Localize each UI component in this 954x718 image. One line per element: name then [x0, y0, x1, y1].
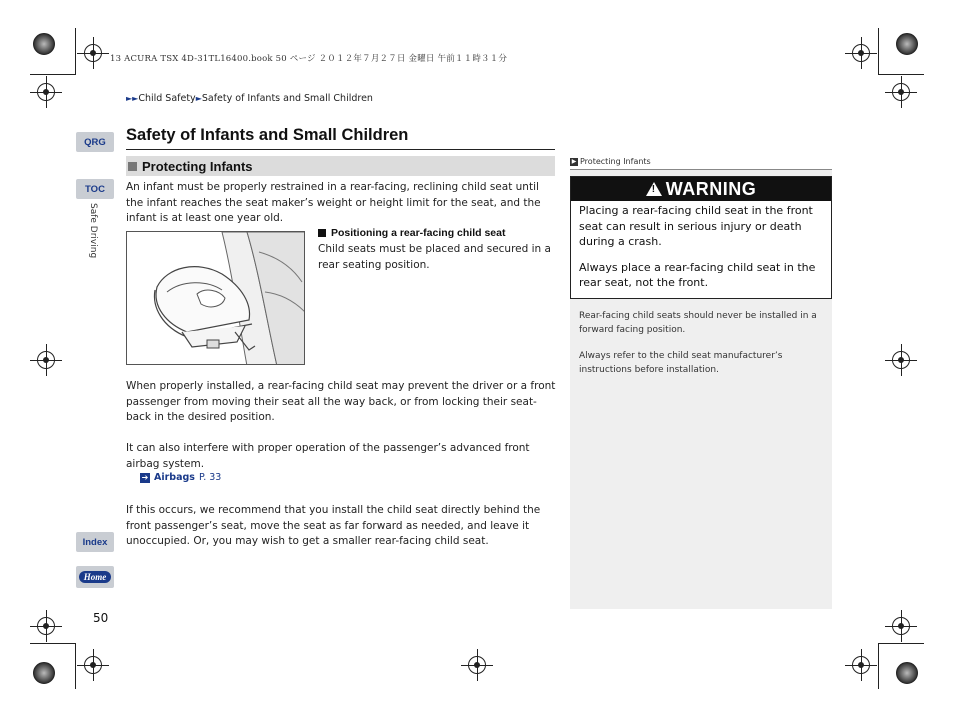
registration-disc-top-right	[896, 33, 918, 55]
registration-mark-top-left-2	[37, 83, 55, 101]
warning-paragraph-1: Placing a rear-facing child seat in the front seat can result in serious injury or death during a crash.	[579, 204, 813, 248]
registration-disc-bottom-left	[33, 662, 55, 684]
registration-mark-bottom-right	[892, 617, 910, 635]
crop-line	[30, 643, 76, 644]
page-number: 50	[93, 611, 109, 625]
warning-paragraph-2: Always place a rear-facing child seat in the rear seat, not the front.	[579, 260, 816, 289]
registration-disc-bottom-right	[896, 662, 918, 684]
positioning-heading-text: Positioning a rear-facing child seat	[331, 227, 506, 239]
crop-line	[30, 74, 76, 75]
title-rule	[126, 149, 555, 150]
toc-tab[interactable]: TOC	[76, 179, 114, 199]
registration-mark-top-right	[852, 44, 870, 62]
airbags-link-label: Airbags	[154, 472, 195, 483]
warning-header	[571, 177, 831, 201]
paragraph-seat-movement: When properly installed, a rear-facing child seat may prevent the driver or a front passenger from moving their seat all the way back, or from locking their seat-back in the desired position.	[126, 380, 556, 423]
section-heading	[126, 156, 555, 176]
crop-line	[878, 28, 879, 74]
crop-line	[75, 643, 76, 689]
breadcrumb-current: Safety of Infants and Small Children	[201, 93, 373, 104]
index-tab[interactable]: Index	[76, 532, 114, 552]
paragraph-airbag-interference: It can also interfere with proper operation of the passenger’s advanced front airbag system.	[126, 442, 530, 470]
breadcrumb	[126, 93, 373, 104]
registration-mark-mid-left	[37, 351, 55, 369]
registration-mark-bottom-left-2	[84, 656, 102, 674]
warning-title: WARNING	[665, 178, 757, 199]
section-title: Protecting Infants	[142, 158, 253, 174]
breadcrumb-arrows: ►►	[126, 94, 139, 103]
side-reference-label: Protecting Infants	[580, 157, 651, 166]
registration-mark-top-left	[84, 44, 102, 62]
registration-mark-bottom-left	[37, 617, 55, 635]
subheading-marker	[318, 229, 326, 237]
child-seat-illustration	[126, 231, 305, 365]
intro-paragraph: An infant must be properly restrained in a rear-facing, reclining child seat until the infant reaches the seat maker’s weight or height limit for the seat, and the infant is at least one year old.	[126, 181, 541, 224]
warning-box	[570, 176, 832, 299]
crop-line	[878, 643, 924, 644]
section-marker	[128, 162, 137, 171]
paragraph-recommendation: If this occurs, we recommend that you install the child seat directly behind the front passenger’s seat, move the seat as far forward as needed, and leave it unoccupied. Or, you may wish to get a smaller rear-facing child seat.	[126, 504, 541, 547]
reference-arrow-icon: ▶	[571, 158, 577, 165]
positioning-text: Child seats must be placed and secured in a rear seating position.	[318, 243, 551, 271]
home-label: Home	[79, 571, 112, 583]
qrg-tab[interactable]: QRG	[76, 132, 114, 152]
print-header: 13 ACURA TSX 4D-31TL16400.book 50 ページ ２０１２年７月２７日 金曜日 午前１１時３１分	[110, 54, 508, 64]
chapter-label: Safe Driving	[88, 203, 98, 259]
crop-line	[878, 643, 879, 689]
link-arrow-icon: ➔	[141, 473, 149, 482]
side-note-manufacturer: Always refer to the child seat manufacturer’s instructions before installation.	[579, 351, 783, 375]
home-tab[interactable]	[76, 566, 114, 588]
warning-triangle-icon: !	[646, 182, 662, 196]
crop-line	[878, 74, 924, 75]
breadcrumb-child-safety[interactable]: Child Safety	[138, 93, 196, 104]
page-title: Safety of Infants and Small Children	[126, 126, 409, 144]
side-note-forward-facing: Rear-facing child seats should never be installed in a forward facing position.	[579, 311, 817, 335]
positioning-heading	[318, 227, 505, 239]
registration-mark-bottom-right-2	[852, 656, 870, 674]
rear-facing-child-seat-drawing	[127, 232, 305, 365]
registration-mark-mid-right	[892, 351, 910, 369]
registration-mark-top-right-2	[892, 83, 910, 101]
registration-mark-bottom-center	[468, 656, 486, 674]
airbags-link-page: P. 33	[198, 472, 222, 483]
registration-disc-top-left	[33, 33, 55, 55]
crop-line	[75, 28, 76, 74]
side-reference	[570, 156, 832, 170]
breadcrumb-separator: ►	[195, 94, 202, 103]
airbags-link[interactable]	[140, 472, 221, 483]
